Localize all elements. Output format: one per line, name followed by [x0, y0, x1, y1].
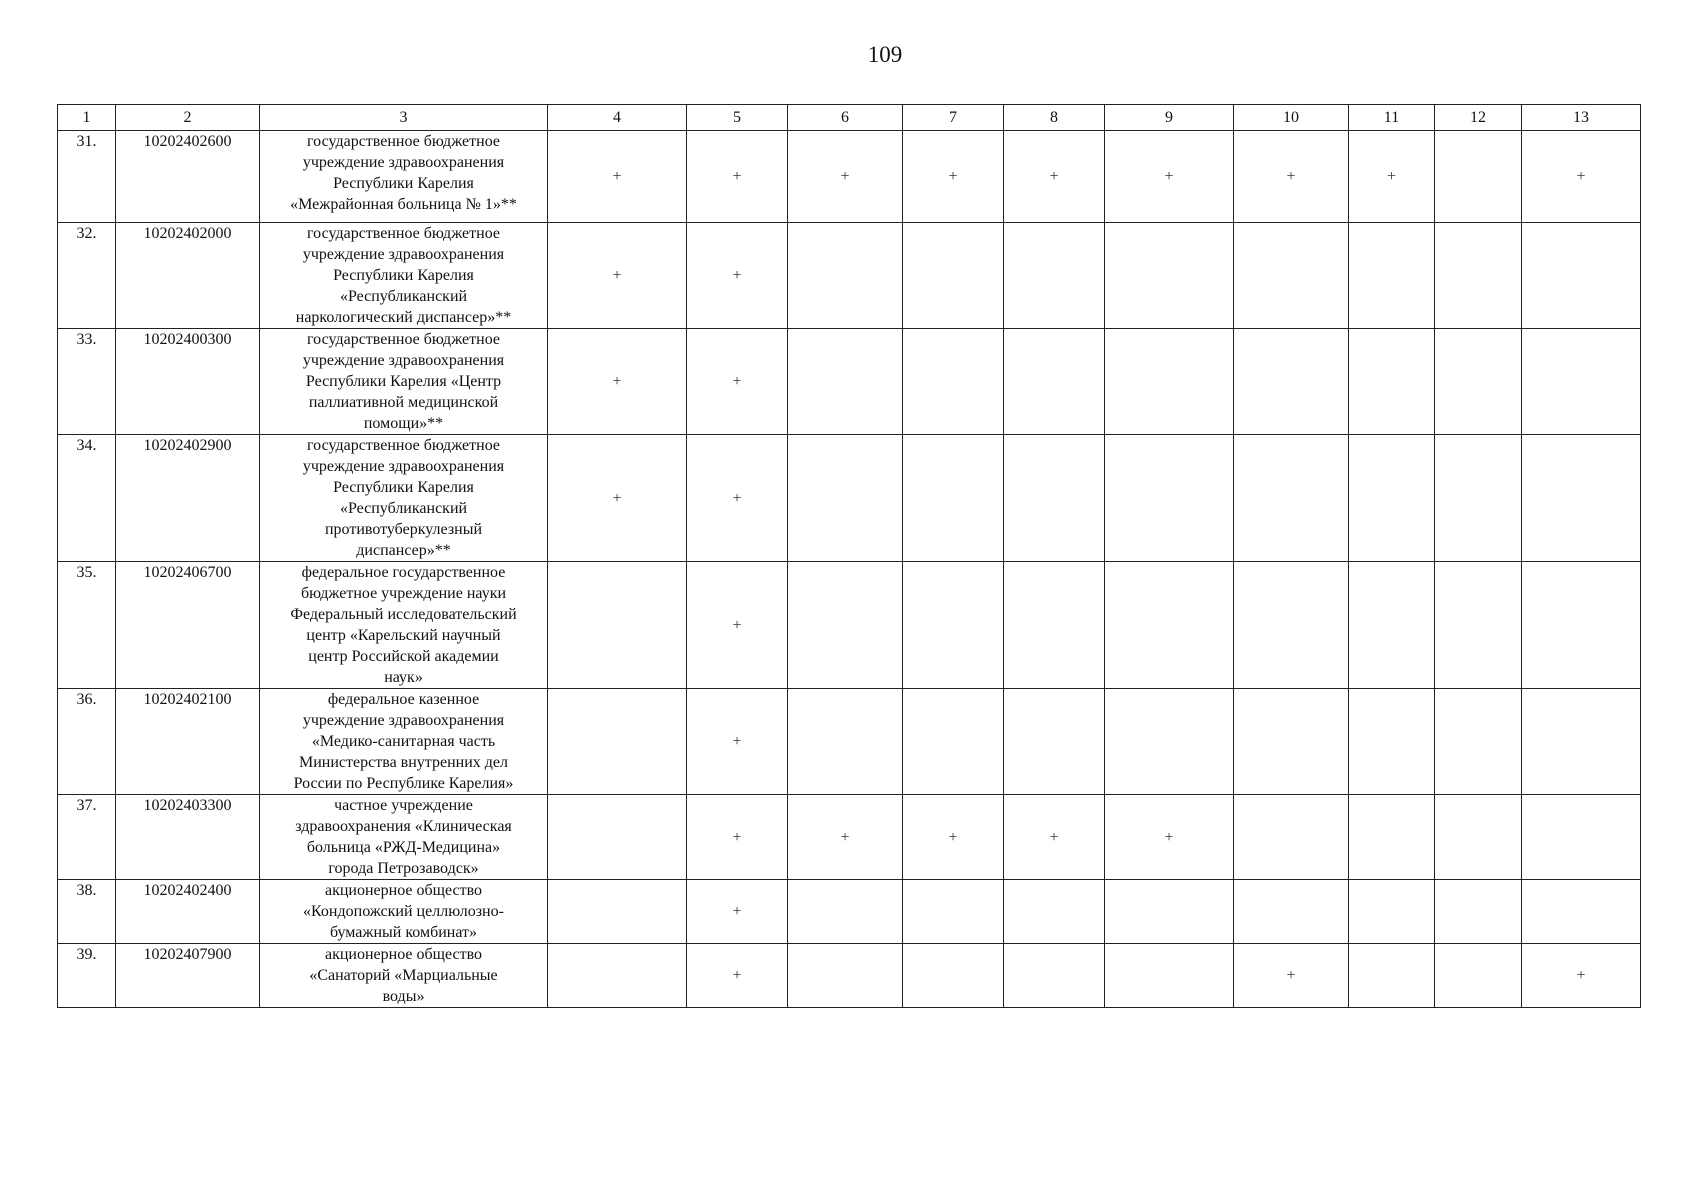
mark-cell-col-8: [1004, 435, 1105, 562]
mark-cell-col-6: [788, 944, 903, 1008]
mark-cell-col-4: [548, 562, 687, 689]
column-header-13: 13: [1522, 105, 1641, 131]
mark-cell-col-10: [1234, 223, 1349, 329]
row-number: 34.: [58, 435, 116, 562]
organization-code: 10202400300: [116, 329, 260, 435]
mark-cell-col-12: [1435, 689, 1522, 795]
mark-cell-col-13: [1522, 435, 1641, 562]
mark-cell-col-10: [1234, 435, 1349, 562]
organization-name: государственное бюджетное учреждение здравоохранения Республики Карелия «Межрайонная больница № 1»**: [260, 131, 548, 223]
mark-cell-col-13: +: [1522, 944, 1641, 1008]
mark-cell-col-13: [1522, 689, 1641, 795]
mark-cell-col-7: [903, 435, 1004, 562]
mark-cell-col-7: +: [903, 795, 1004, 880]
mark-cell-col-11: [1349, 795, 1435, 880]
mark-cell-col-6: +: [788, 131, 903, 223]
mark-cell-col-8: [1004, 562, 1105, 689]
organization-name: акционерное общество «Санаторий «Марциальные воды»: [260, 944, 548, 1008]
mark-cell-col-7: [903, 329, 1004, 435]
column-header-9: 9: [1105, 105, 1234, 131]
mark-cell-col-13: +: [1522, 131, 1641, 223]
mark-cell-col-8: [1004, 329, 1105, 435]
mark-cell-col-6: [788, 223, 903, 329]
page-number: 109: [867, 42, 903, 67]
organization-name: государственное бюджетное учреждение здравоохранения Республики Карелия «Республиканский противотуберкулезный диспансер»**: [260, 435, 548, 562]
mark-cell-col-13: [1522, 795, 1641, 880]
organization-name: акционерное общество «Кондопожский целлюлозно- бумажный комбинат»: [260, 880, 548, 944]
table-row: [58, 131, 1641, 223]
column-header-3: 3: [260, 105, 548, 131]
mark-cell-col-10: [1234, 689, 1349, 795]
table-row: [58, 689, 1641, 795]
mark-cell-col-13: [1522, 329, 1641, 435]
mark-cell-col-7: [903, 223, 1004, 329]
organization-name: федеральное государственное бюджетное учреждение науки Федеральный исследовательский центр «Карельский научный центр Российской академии наук»: [260, 562, 548, 689]
row-number: 39.: [58, 944, 116, 1008]
table-header: [58, 105, 1641, 131]
mark-cell-col-13: [1522, 880, 1641, 944]
organization-name: частное учреждение здравоохранения «Клиническая больница «РЖД-Медицина» города Петрозаводск»: [260, 795, 548, 880]
mark-cell-col-9: [1105, 880, 1234, 944]
mark-cell-col-10: +: [1234, 944, 1349, 1008]
mark-cell-col-5: +: [687, 329, 788, 435]
mark-cell-col-7: [903, 944, 1004, 1008]
row-number: 35.: [58, 562, 116, 689]
mark-cell-col-4: +: [548, 329, 687, 435]
mark-cell-col-8: [1004, 689, 1105, 795]
column-header-4: 4: [548, 105, 687, 131]
mark-cell-col-11: [1349, 944, 1435, 1008]
mark-cell-col-4: [548, 880, 687, 944]
column-header-7: 7: [903, 105, 1004, 131]
mark-cell-col-8: [1004, 880, 1105, 944]
mark-cell-col-5: +: [687, 689, 788, 795]
column-header-11: 11: [1349, 105, 1435, 131]
mark-cell-col-11: [1349, 223, 1435, 329]
column-header-8: 8: [1004, 105, 1105, 131]
mark-cell-col-11: [1349, 689, 1435, 795]
mark-cell-col-12: [1435, 795, 1522, 880]
mark-cell-col-12: [1435, 562, 1522, 689]
mark-cell-col-12: [1435, 329, 1522, 435]
mark-cell-col-7: +: [903, 131, 1004, 223]
organization-code: 10202402600: [116, 131, 260, 223]
mark-cell-col-9: +: [1105, 795, 1234, 880]
mark-cell-col-12: [1435, 944, 1522, 1008]
mark-cell-col-6: [788, 689, 903, 795]
organization-code: 10202402900: [116, 435, 260, 562]
mark-cell-col-8: [1004, 944, 1105, 1008]
mark-cell-col-10: [1234, 562, 1349, 689]
mark-cell-col-5: +: [687, 880, 788, 944]
table-row: [58, 880, 1641, 944]
mark-cell-col-6: +: [788, 795, 903, 880]
organization-name: федеральное казенное учреждение здравоохранения «Медико-санитарная часть Министерства внутренних дел России по Республике Карелия»: [260, 689, 548, 795]
mark-cell-col-10: [1234, 795, 1349, 880]
organization-code: 10202402000: [116, 223, 260, 329]
header-row: [58, 105, 1641, 131]
organization-code: 10202406700: [116, 562, 260, 689]
table-row: [58, 944, 1641, 1008]
mark-cell-col-12: [1435, 131, 1522, 223]
mark-cell-col-5: +: [687, 435, 788, 562]
row-number: 33.: [58, 329, 116, 435]
column-header-12: 12: [1435, 105, 1522, 131]
row-number: 37.: [58, 795, 116, 880]
mark-cell-col-7: [903, 689, 1004, 795]
mark-cell-col-5: +: [687, 223, 788, 329]
mark-cell-col-4: +: [548, 223, 687, 329]
column-header-1: 1: [58, 105, 116, 131]
mark-cell-col-11: [1349, 880, 1435, 944]
mark-cell-col-6: [788, 435, 903, 562]
mark-cell-col-7: [903, 562, 1004, 689]
row-number: 32.: [58, 223, 116, 329]
mark-cell-col-5: +: [687, 944, 788, 1008]
mark-cell-col-13: [1522, 223, 1641, 329]
mark-cell-col-9: +: [1105, 131, 1234, 223]
mark-cell-col-5: +: [687, 795, 788, 880]
mark-cell-col-9: [1105, 329, 1234, 435]
mark-cell-col-12: [1435, 880, 1522, 944]
mark-cell-col-9: [1105, 562, 1234, 689]
column-header-6: 6: [788, 105, 903, 131]
mark-cell-col-10: +: [1234, 131, 1349, 223]
table-row: [58, 795, 1641, 880]
mark-cell-col-9: [1105, 689, 1234, 795]
organization-code: 10202407900: [116, 944, 260, 1008]
mark-cell-col-10: [1234, 880, 1349, 944]
mark-cell-col-13: [1522, 562, 1641, 689]
mark-cell-col-4: [548, 944, 687, 1008]
mark-cell-col-6: [788, 562, 903, 689]
column-header-10: 10: [1234, 105, 1349, 131]
table-row: [58, 223, 1641, 329]
mark-cell-col-11: +: [1349, 131, 1435, 223]
mark-cell-col-7: [903, 880, 1004, 944]
mark-cell-col-4: +: [548, 131, 687, 223]
mark-cell-col-10: [1234, 329, 1349, 435]
mark-cell-col-12: [1435, 435, 1522, 562]
organization-name: государственное бюджетное учреждение здравоохранения Республики Карелия «Республиканский наркологический диспансер»**: [260, 223, 548, 329]
row-number: 31.: [58, 131, 116, 223]
table-row: [58, 562, 1641, 689]
organization-name: государственное бюджетное учреждение здравоохранения Республики Карелия «Центр паллиативной медицинской помощи»**: [260, 329, 548, 435]
mark-cell-col-12: [1435, 223, 1522, 329]
table-body: [58, 131, 1641, 1008]
mark-cell-col-9: [1105, 944, 1234, 1008]
row-number: 36.: [58, 689, 116, 795]
mark-cell-col-6: [788, 880, 903, 944]
table-row: [58, 435, 1641, 562]
organization-code: 10202402100: [116, 689, 260, 795]
mark-cell-col-4: [548, 689, 687, 795]
mark-cell-col-8: [1004, 223, 1105, 329]
column-header-2: 2: [116, 105, 260, 131]
mark-cell-col-4: +: [548, 435, 687, 562]
mark-cell-col-11: [1349, 329, 1435, 435]
mark-cell-col-11: [1349, 435, 1435, 562]
organization-code: 10202402400: [116, 880, 260, 944]
table-row: [58, 329, 1641, 435]
mark-cell-col-8: +: [1004, 131, 1105, 223]
mark-cell-col-8: +: [1004, 795, 1105, 880]
mark-cell-col-9: [1105, 435, 1234, 562]
mark-cell-col-5: +: [687, 562, 788, 689]
organization-code: 10202403300: [116, 795, 260, 880]
mark-cell-col-11: [1349, 562, 1435, 689]
mark-cell-col-5: +: [687, 131, 788, 223]
mark-cell-col-9: [1105, 223, 1234, 329]
mark-cell-col-4: [548, 795, 687, 880]
row-number: 38.: [58, 880, 116, 944]
column-header-5: 5: [687, 105, 788, 131]
mark-cell-col-6: [788, 329, 903, 435]
organizations-table: [57, 104, 1641, 1008]
